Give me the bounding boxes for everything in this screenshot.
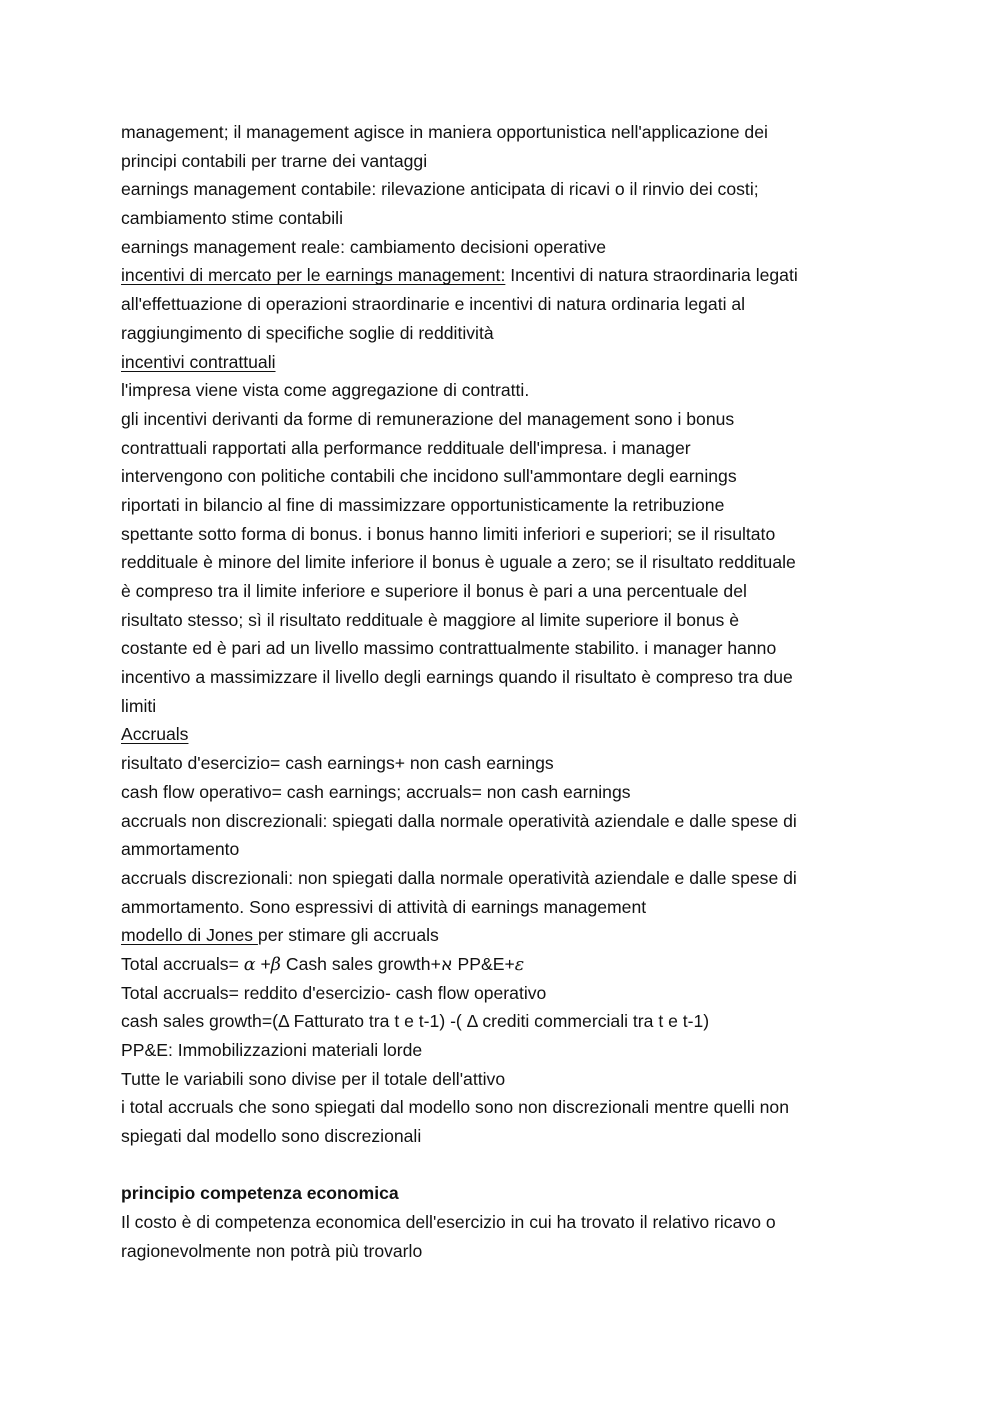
text-line: risultato stesso; sì il risultato reddituale è maggiore al limite superiore il bonus è xyxy=(121,609,740,630)
epsilon-symbol: ε xyxy=(514,954,525,975)
text-line xyxy=(121,348,891,377)
section-heading-accruals: Accruals xyxy=(121,724,189,745)
text-line: gli incentivi derivanti da forme di remunerazione del management sono i bonus xyxy=(121,408,735,429)
text-line: raggiungimento di specifiche soglie di redditività xyxy=(121,322,494,343)
section-heading-jones-model: modello di Jones xyxy=(121,925,258,946)
text-line: è compreso tra il limite inferiore e superiore il bonus è pari a una percentuale del xyxy=(121,581,747,601)
text-line xyxy=(121,921,891,950)
text-line: ammortamento xyxy=(121,839,240,860)
text-line: principi contabili per trarne dei vantaggi xyxy=(121,150,428,171)
text-line: intervengono con politiche contabili che incidono sull'ammontare degli earnings xyxy=(121,466,737,487)
text-line: ragionevolmente non potrà più trovarlo xyxy=(121,1240,423,1261)
text-line: Total accruals= reddito d'esercizio- cash flow operativo xyxy=(121,982,547,1003)
text-line: PP&E: Immobilizzazioni materiali lorde xyxy=(121,1040,423,1060)
text-line: incentivo a massimizzare il livello degli earnings quando il risultato è compreso tra due xyxy=(121,667,793,688)
text-line: earnings management reale: cambiamento decisioni operative xyxy=(121,236,607,257)
text-line: accruals discrezionali: non spiegati dalla normale operatività aziendale e dalle spese di xyxy=(121,867,797,888)
text-line: limiti xyxy=(121,695,157,716)
text-line: accruals non discrezionali: spiegati dalla normale operatività aziendale e dalle spese di xyxy=(121,810,797,831)
document-page xyxy=(121,118,891,1266)
text-line: costante ed è pari ad un livello massimo contrattualmente stabilito. i manager hanno xyxy=(121,638,777,659)
text-line xyxy=(121,720,891,749)
text-line: reddituale è minore del limite inferiore il bonus è uguale a zero; se il risultato reddituale xyxy=(121,552,796,573)
text-line: cash flow operativo= cash earnings; accruals= non cash earnings xyxy=(121,781,631,802)
blank-line xyxy=(121,1151,891,1180)
text-line: Il costo è di competenza economica dell'esercizio in cui ha trovato il relativo ricavo o xyxy=(121,1212,776,1233)
text-line: spiegati dal modello sono discrezionali xyxy=(121,1126,422,1147)
alpha-symbol: α xyxy=(243,954,256,975)
text-line: riportati in bilancio al fine di massimizzare opportunisticamente la retribuzione xyxy=(121,494,725,515)
text-span: Total accruals= xyxy=(121,953,244,974)
aleph-symbol: א xyxy=(440,954,453,975)
text-line: ammortamento. Sono espressivi di attività di earnings management xyxy=(121,896,647,917)
text-line: spettante sotto forma di bonus. i bonus hanno limiti inferiori e superiori; se il risultato xyxy=(121,523,776,544)
text-line: contrattuali rapportati alla performance reddituale dell'impresa. i manager xyxy=(121,437,691,458)
section-heading-contract-incentives: incentivi contrattuali xyxy=(121,351,276,372)
section-heading-market-incentives: incentivi di mercato per le earnings management: xyxy=(121,265,506,286)
text-line: Tutte le variabili sono divise per il totale dell'attivo xyxy=(121,1068,506,1089)
text-line: all'effettuazione di operazioni straordinarie e incentivi di natura ordinaria legati al xyxy=(121,294,746,315)
text-line xyxy=(121,261,891,290)
formula-line xyxy=(121,950,891,979)
section-heading-competenza: principio competenza economica xyxy=(121,1183,399,1204)
text-line: risultato d'esercizio= cash earnings+ non cash earnings xyxy=(121,753,554,774)
text-span: PP&E+ xyxy=(452,953,515,974)
text-line: management; il management agisce in maniera opportunistica nell'applicazione dei xyxy=(121,122,768,142)
text-span: Cash sales growth+ xyxy=(280,953,441,974)
beta-symbol: β xyxy=(270,954,281,975)
text-span: per stimare gli accruals xyxy=(257,925,439,946)
text-line: cash sales growth=(Δ Fatturato tra t e t-1) -( Δ crediti commerciali tra t e t-1) xyxy=(121,1011,710,1032)
text-span: + xyxy=(255,953,271,974)
text-line: i total accruals che sono spiegati dal modello sono non discrezionali mentre quelli non xyxy=(121,1097,789,1118)
text-line: earnings management contabile: rilevazione anticipata di ricavi o il rinvio dei costi; xyxy=(121,179,759,200)
text-span: Incentivi di natura straordinaria legati xyxy=(505,265,798,286)
text-line: cambiamento stime contabili xyxy=(121,208,343,229)
text-line: l'impresa viene vista come aggregazione di contratti. xyxy=(121,380,530,401)
